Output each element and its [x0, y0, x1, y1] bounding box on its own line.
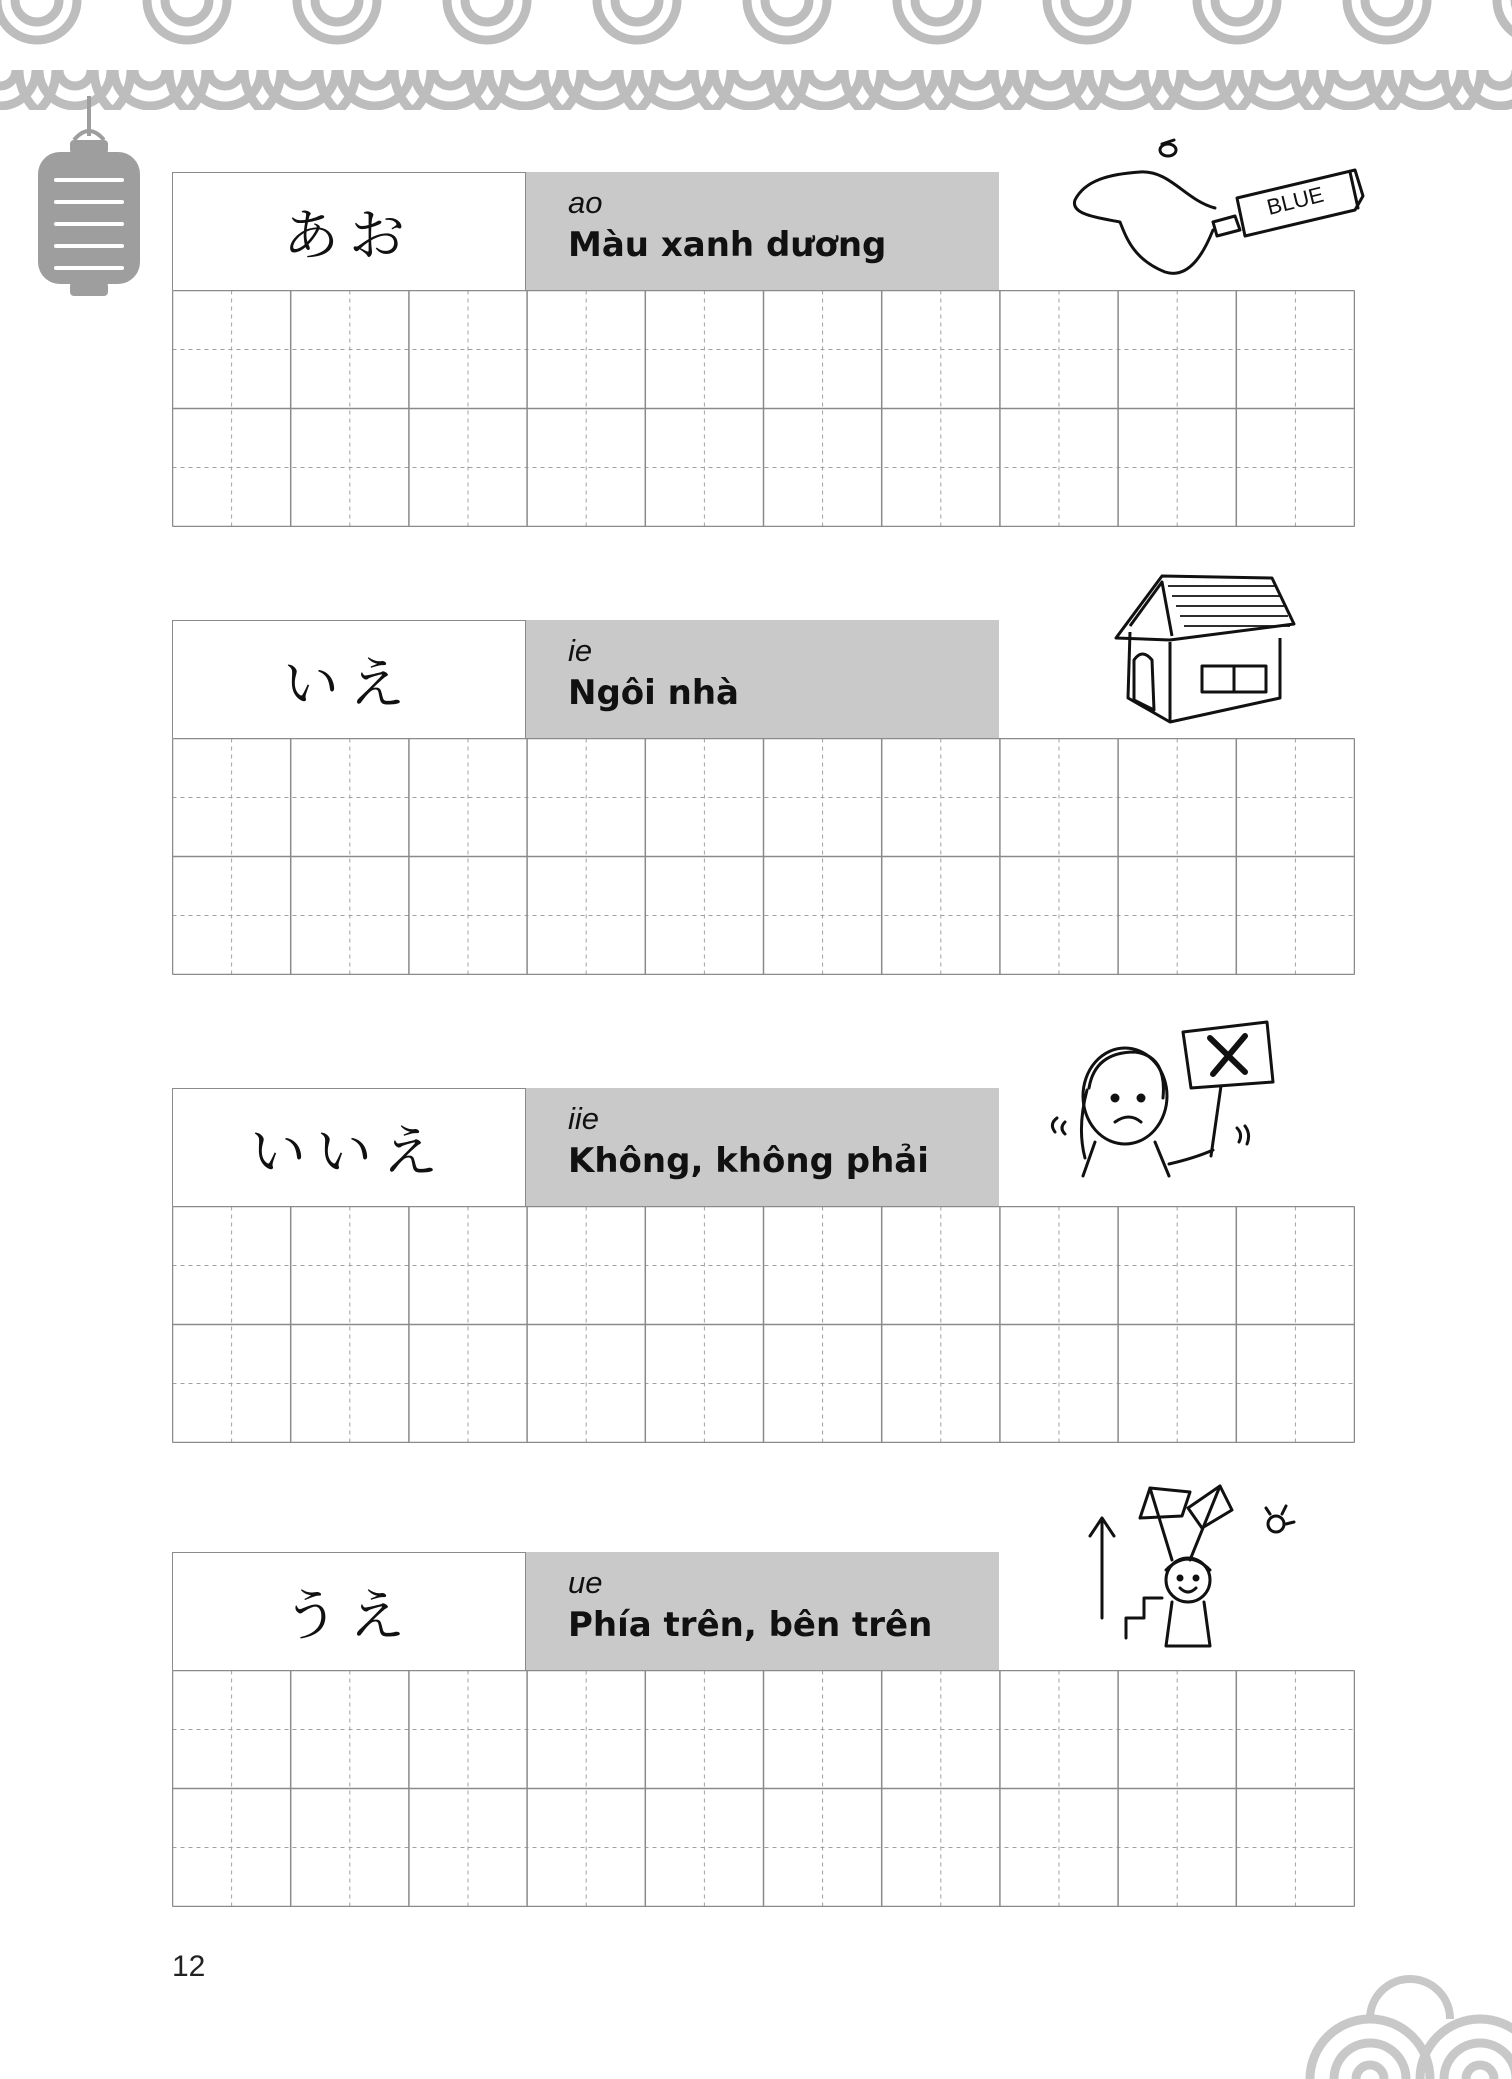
kana-word: いえ: [172, 620, 526, 738]
meaning-box: [526, 620, 999, 738]
house-icon: [1110, 568, 1300, 728]
meaning-box: [526, 1552, 999, 1670]
paint-tube-icon: [1065, 130, 1365, 280]
kana-word: うえ: [172, 1552, 526, 1670]
meaning: Màu xanh dương: [568, 225, 887, 265]
practice-grid[interactable]: [172, 1670, 1355, 1907]
cheering-person-icon: [1080, 1478, 1310, 1656]
kana-word: あお: [172, 172, 526, 290]
meaning-box: [526, 1088, 999, 1206]
seigaiha-corner-pattern: [1300, 1965, 1512, 2079]
seigaiha-header-pattern: [0, 0, 1512, 110]
lantern-icon: [36, 96, 142, 302]
meaning: Phía trên, bên trên: [568, 1605, 933, 1645]
romaji: ie: [568, 633, 593, 668]
practice-grid[interactable]: [172, 738, 1355, 975]
girl-no-sign-icon: [1045, 1018, 1275, 1196]
page-number: 12: [172, 1950, 206, 1983]
romaji: ue: [568, 1565, 603, 1600]
practice-grid[interactable]: [172, 1206, 1355, 1443]
kana-word: いいえ: [172, 1088, 526, 1206]
paint-tube-label: BLUE: [1264, 181, 1327, 220]
meaning-box: [526, 172, 999, 290]
meaning: Ngôi nhà: [568, 673, 739, 713]
meaning: Không, không phải: [568, 1141, 929, 1181]
romaji: iie: [568, 1101, 600, 1136]
romaji: ao: [568, 185, 603, 220]
practice-grid[interactable]: [172, 290, 1355, 527]
